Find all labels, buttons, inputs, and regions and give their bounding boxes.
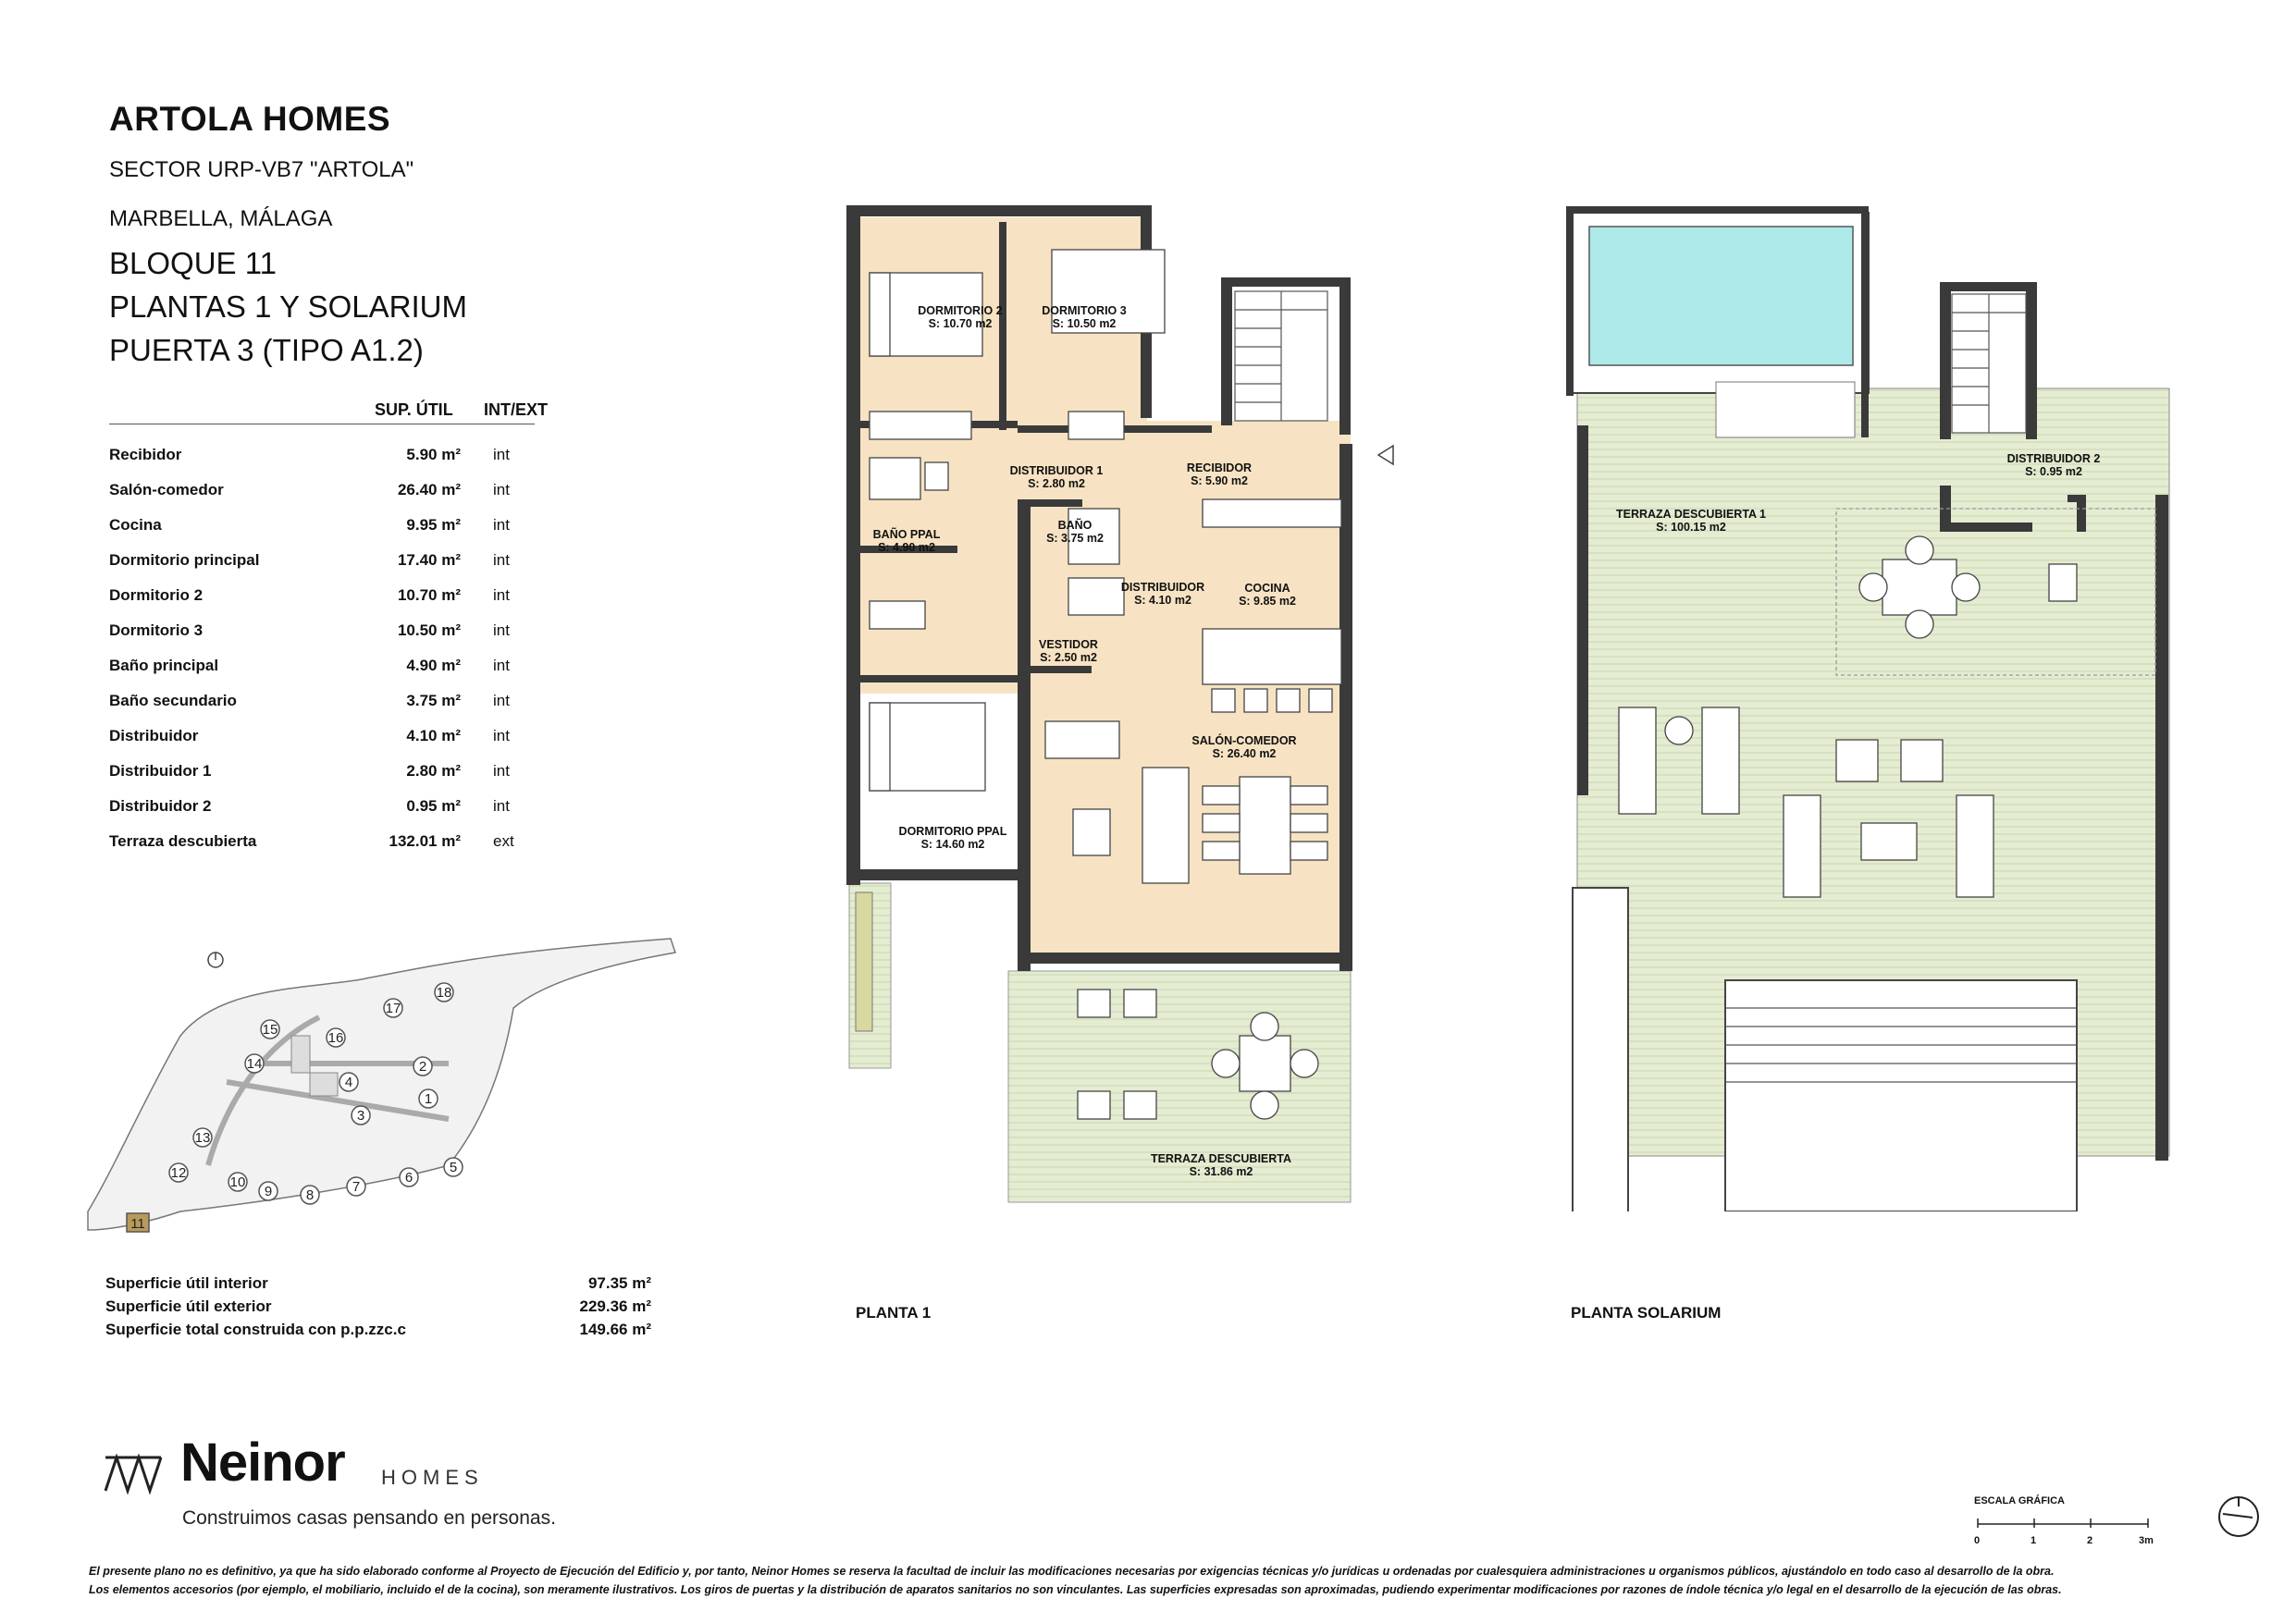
scale-bar <box>1970 1515 2155 1533</box>
table-row: Recibidor 5.90 m² int <box>109 446 510 463</box>
total-row: Superficie útil interior 97.35 m² <box>105 1274 651 1292</box>
block-marker <box>193 1128 212 1147</box>
table-row: Distribuidor 2 0.95 m² int <box>109 797 510 815</box>
block-marker <box>414 1057 432 1076</box>
svg-text:2: 2 <box>418 1059 427 1075</box>
svg-text:1: 1 <box>424 1091 433 1107</box>
svg-text:7: 7 <box>352 1179 361 1195</box>
block-marker <box>127 1213 149 1232</box>
svg-text:17: 17 <box>385 1001 401 1016</box>
scale-tick: 0 <box>1974 1535 1981 1546</box>
block-line: BLOQUE 11 <box>109 246 277 280</box>
room-area: S: 26.40 m2 <box>1212 747 1277 760</box>
svg-text:16: 16 <box>327 1030 344 1046</box>
room-name: DORMITORIO 2 <box>918 304 1003 317</box>
block-marker <box>352 1106 370 1125</box>
block-marker <box>327 1028 345 1047</box>
total-row: Superficie total construida con p.p.zzc.c 149.66 m² <box>105 1321 651 1338</box>
north-arrow-icon <box>2216 1494 2262 1540</box>
room-name: TERRAZA DESCUBIERTA 1 <box>1615 508 1767 521</box>
entrance-arrow-icon <box>1378 446 1393 464</box>
project-title: ARTOLA HOMES <box>109 100 391 138</box>
plan-solarium-label: PLANTA SOLARIUM <box>1571 1304 1722 1322</box>
site-map <box>79 934 689 1248</box>
block-marker <box>347 1177 365 1196</box>
plan1-label: PLANTA 1 <box>856 1304 932 1322</box>
room-area: S: 2.50 m2 <box>1040 651 1097 664</box>
room-name: VESTIDOR <box>1039 638 1098 651</box>
room-area: S: 9.85 m2 <box>1239 595 1296 608</box>
svg-text:15: 15 <box>262 1022 278 1038</box>
room-name: RECIBIDOR <box>1186 461 1253 474</box>
block-marker <box>228 1173 247 1191</box>
room-area: S: 31.86 m2 <box>1189 1165 1253 1178</box>
table-row: Terraza descubierta 132.01 m² ext <box>109 832 514 850</box>
brand-tagline: Construimos casas pensando en personas. <box>182 1507 556 1529</box>
table-row: Dormitorio 3 10.50 m² int <box>109 621 510 639</box>
table-row: Dormitorio 2 10.70 m² int <box>109 586 510 604</box>
scale-tick: 3m <box>2139 1535 2154 1546</box>
block-marker <box>259 1182 278 1200</box>
room-area: S: 0.95 m2 <box>2025 465 2082 478</box>
total-row: Superficie útil exterior 229.36 m² <box>105 1297 651 1315</box>
neinor-logo-icon <box>102 1454 168 1494</box>
block-marker <box>444 1158 463 1176</box>
location-line: MARBELLA, MÁLAGA <box>109 206 333 231</box>
svg-text:4: 4 <box>344 1075 353 1090</box>
table-row: Salón-comedor 26.40 m² int <box>109 481 510 498</box>
svg-text:8: 8 <box>305 1187 315 1203</box>
block-marker <box>261 1020 279 1039</box>
room-name: DISTRIBUIDOR 2 <box>2006 452 2101 465</box>
room-area: S: 2.80 m2 <box>1028 477 1085 490</box>
room-name: BAÑO PPAL <box>872 528 941 541</box>
table-row: Cocina 9.95 m² int <box>109 516 510 534</box>
room-name: BAÑO <box>1057 519 1092 532</box>
room-name: COCINA <box>1244 582 1290 595</box>
table-row: Dormitorio principal 17.40 m² int <box>109 551 510 569</box>
block-marker <box>301 1186 319 1204</box>
scale-title: ESCALA GRÁFICA <box>1974 1495 2065 1506</box>
svg-text:18: 18 <box>436 985 452 1001</box>
floor-plan-1 <box>833 194 1406 1211</box>
block-marker <box>384 999 402 1017</box>
brand-sub: HOMES <box>381 1466 484 1489</box>
svg-text:12: 12 <box>170 1165 187 1181</box>
pool <box>1589 227 1853 365</box>
disclaimer-line: El presente plano no es definitivo, ya que ha sido elaborado conforme al Proyecto de Ejecución del Edificio y, por tanto, Neinor Homes se reserva la facultad de incluir las modificaciones necesarias por exigencias técnicas y/o jurídicas u ordenadas por cualesquiera administraciones u organismos públicos, ajustándolo en todo caso al desarrollo de la obra. <box>89 1565 2055 1578</box>
room-area: S: 5.90 m2 <box>1191 474 1248 487</box>
room-name: DISTRIBUIDOR <box>1120 581 1205 594</box>
room-area: S: 10.50 m2 <box>1052 317 1117 330</box>
door-line: PUERTA 3 (TIPO A1.2) <box>109 333 424 367</box>
room-name: DORMITORIO PPAL <box>898 825 1007 838</box>
table-row: Distribuidor 4.10 m² int <box>109 727 510 744</box>
svg-text:10: 10 <box>229 1174 246 1190</box>
room-name: SALÓN-COMEDOR <box>1191 734 1297 747</box>
room-area: S: 4.10 m2 <box>1134 594 1191 607</box>
block-marker <box>169 1163 188 1182</box>
block-marker <box>400 1168 418 1187</box>
table-row: Baño principal 4.90 m² int <box>109 657 510 674</box>
svg-text:14: 14 <box>246 1056 263 1072</box>
table-row: Baño secundario 3.75 m² int <box>109 692 510 709</box>
stairs <box>1235 291 1327 421</box>
room-name: DISTRIBUIDOR 1 <box>1009 464 1104 477</box>
room-area: S: 14.60 m2 <box>920 838 985 851</box>
north-arrow-icon <box>208 953 223 967</box>
scale-tick: 1 <box>2031 1535 2037 1546</box>
room-area: S: 3.75 m2 <box>1046 532 1104 545</box>
room-area: S: 100.15 m2 <box>1656 521 1726 534</box>
floors-line: PLANTAS 1 Y SOLARIUM <box>109 289 467 324</box>
room-area: S: 10.70 m2 <box>928 317 993 330</box>
block-marker <box>339 1073 358 1091</box>
svg-text:6: 6 <box>404 1170 414 1186</box>
table-header-area: SUP. ÚTIL <box>375 400 453 419</box>
table-row: Distribuidor 1 2.80 m² int <box>109 762 510 780</box>
svg-text:13: 13 <box>194 1130 211 1146</box>
block-marker <box>419 1089 438 1108</box>
scale-tick: 2 <box>2087 1535 2093 1546</box>
svg-text:3: 3 <box>356 1108 365 1124</box>
room-area: S: 4.90 m2 <box>878 541 935 554</box>
svg-text:9: 9 <box>264 1184 273 1199</box>
table-header-type: INT/EXT <box>484 400 549 419</box>
block-marker <box>245 1054 264 1073</box>
sector-line: SECTOR URP-VB7 "ARTOLA" <box>109 157 414 182</box>
svg-text:5: 5 <box>449 1160 458 1175</box>
svg-text:11: 11 <box>130 1216 145 1232</box>
room-name: TERRAZA DESCUBIERTA <box>1150 1152 1292 1165</box>
block-marker <box>435 983 453 1002</box>
floor-plan-solarium <box>1536 194 2239 1211</box>
room-name: DORMITORIO 3 <box>1042 304 1127 317</box>
brand-name: Neinor <box>180 1432 345 1493</box>
disclaimer-line: Los elementos accesorios (por ejemplo, el mobiliario, incluido el de la cocina), son meramente ilustrativos. Los giros de puertas y la distribución de aparatos sanitarios no son vinculantes. Las superficies expresadas son aproximadas, pudiendo experimentar modificaciones por razones de índole técnica y/o legal en el desarrollo de la ejecución de las obras. <box>89 1583 2062 1596</box>
